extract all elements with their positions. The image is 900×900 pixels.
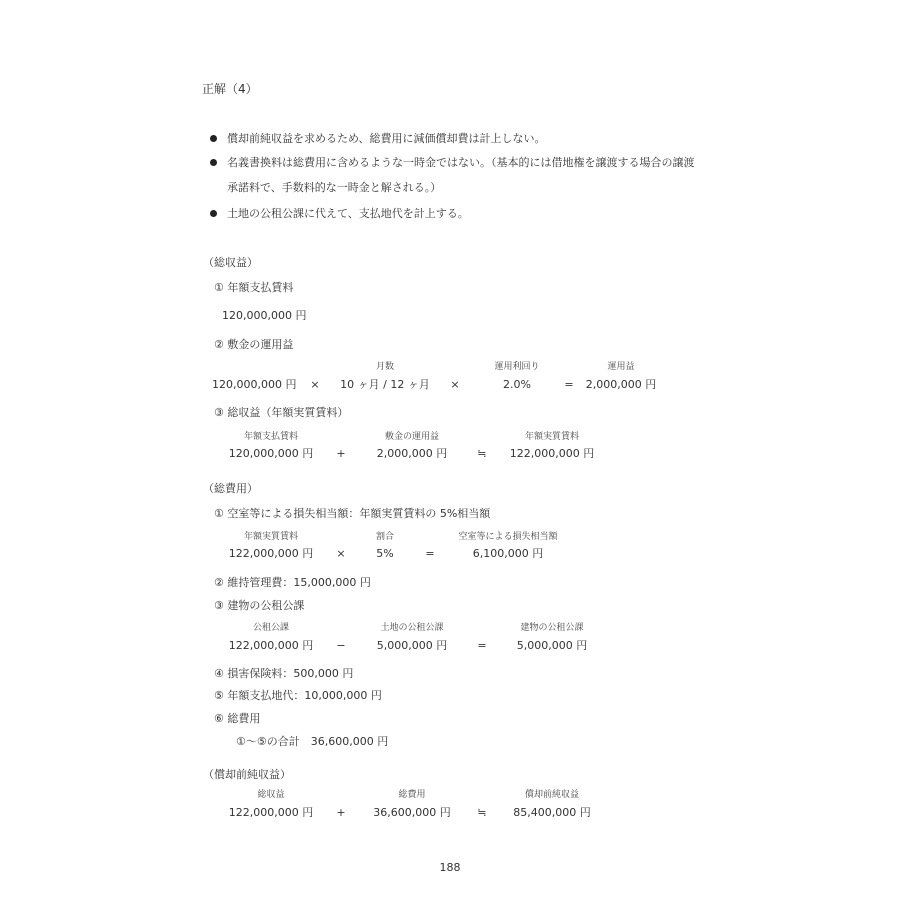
yield-header: 運用益 xyxy=(607,362,635,372)
bullet-dot xyxy=(210,135,217,142)
equals-sign: = xyxy=(425,547,435,560)
multiply-sign: × xyxy=(336,547,346,560)
total-income-amount: 122,000,000 円 xyxy=(228,806,314,819)
total-expense-heading: （総費用） xyxy=(203,482,258,495)
months-value: 10 ヶ月 / 12 ヶ月 xyxy=(340,378,430,391)
maintenance-cost: ② 維持管理費：15,000,000 円 xyxy=(214,576,371,589)
header-annual-rent: 年額支払賃料 xyxy=(243,432,299,442)
plus-sign: + xyxy=(336,806,346,819)
land-tax-amount: 5,000,000 円 xyxy=(376,639,448,652)
annual-land-rent: ⑤ 年額支払地代：10,000,000 円 xyxy=(214,689,382,702)
vacancy-loss-amount: 6,100,000 円 xyxy=(472,547,544,560)
answer-title: 正解（4） xyxy=(202,82,258,96)
total-expense-label: ⑥ 総費用 xyxy=(214,712,261,725)
multiply-sign: × xyxy=(310,378,320,391)
header-net-income: 償却前純収益 xyxy=(524,790,580,800)
header-annual-real-rent: 年額実質賃料 xyxy=(524,432,580,442)
public-charges-amount: 122,000,000 円 xyxy=(228,639,314,652)
building-tax-amount: 5,000,000 円 xyxy=(516,639,588,652)
annual-real-rent-amount: 122,000,000 円 xyxy=(228,547,314,560)
annual-rent-value: 120,000,000 円 xyxy=(222,309,307,322)
rate-value: 2.0% xyxy=(503,378,531,391)
net-income-heading: （償却前純収益） xyxy=(203,768,291,781)
multiply-sign: × xyxy=(450,378,460,391)
ratio-value: 5% xyxy=(376,547,394,560)
equals-sign: = xyxy=(564,378,574,391)
annual-rent-amount: 120,000,000 円 xyxy=(228,447,314,460)
months-header: 月数 xyxy=(375,362,395,372)
annual-rent-label: ① 年額支払賃料 xyxy=(214,281,294,294)
total-income-heading: （総収益） xyxy=(203,256,258,269)
total-expense-sum: ①〜⑤の合計 36,600,000 円 xyxy=(236,735,389,748)
bullet-text-2-continued: 承諾料で、手数料的な一時金と解される。） xyxy=(227,181,442,194)
header-vacancy-loss: 空室等による損失相当額 xyxy=(458,532,558,542)
total-expense-amount: 36,600,000 円 xyxy=(373,806,451,819)
rate-header: 運用利回り xyxy=(494,362,540,372)
annual-real-rent-amount: 122,000,000 円 xyxy=(509,447,595,460)
bullet-text-1: 償却前純収益を求めるため、総費用に減価償却費は計上しない。 xyxy=(227,132,546,145)
page-number: 188 xyxy=(439,861,461,874)
deposit-base-value: 120,000,000 円 xyxy=(212,378,297,391)
building-tax-label: ③ 建物の公租公課 xyxy=(214,599,305,612)
minus-sign: − xyxy=(336,639,346,652)
header-land-tax: 土地の公租公課 xyxy=(380,623,444,633)
approx-equal-sign: ≒ xyxy=(477,447,487,460)
yield-value: 2,000,000 円 xyxy=(585,378,657,391)
bullet-dot xyxy=(210,159,217,166)
bullet-dot xyxy=(210,210,217,217)
insurance-cost: ④ 損害保険料：500,000 円 xyxy=(214,667,354,680)
equals-sign: = xyxy=(477,639,487,652)
vacancy-loss-label: ① 空室等による損失相当額：年額実質賃料の 5%相当額 xyxy=(214,507,491,520)
plus-sign: + xyxy=(336,447,346,460)
deposit-yield-amount: 2,000,000 円 xyxy=(376,447,448,460)
header-total-income: 総収益 xyxy=(257,790,285,800)
approx-equal-sign: ≒ xyxy=(477,806,487,819)
net-income-amount: 85,400,000 円 xyxy=(513,806,591,819)
header-total-expense: 総費用 xyxy=(398,790,426,800)
header-building-tax: 建物の公租公課 xyxy=(520,623,584,633)
header-ratio: 割合 xyxy=(375,532,395,542)
header-annual-real-rent: 年額実質賃料 xyxy=(243,532,299,542)
header-public-charges: 公租公課 xyxy=(252,623,290,633)
deposit-yield-label: ② 敷金の運用益 xyxy=(214,338,294,351)
header-deposit-yield: 敷金の運用益 xyxy=(384,432,440,442)
bullet-text-3: 土地の公租公課に代えて、支払地代を計上する。 xyxy=(227,207,469,220)
total-income-label: ③ 総収益（年額実質賃料） xyxy=(214,406,349,419)
bullet-text-2: 名義書換料は総費用に含めるような一時金ではない。（基本的には借地権を譲渡する場合の譲渡 xyxy=(227,156,695,169)
